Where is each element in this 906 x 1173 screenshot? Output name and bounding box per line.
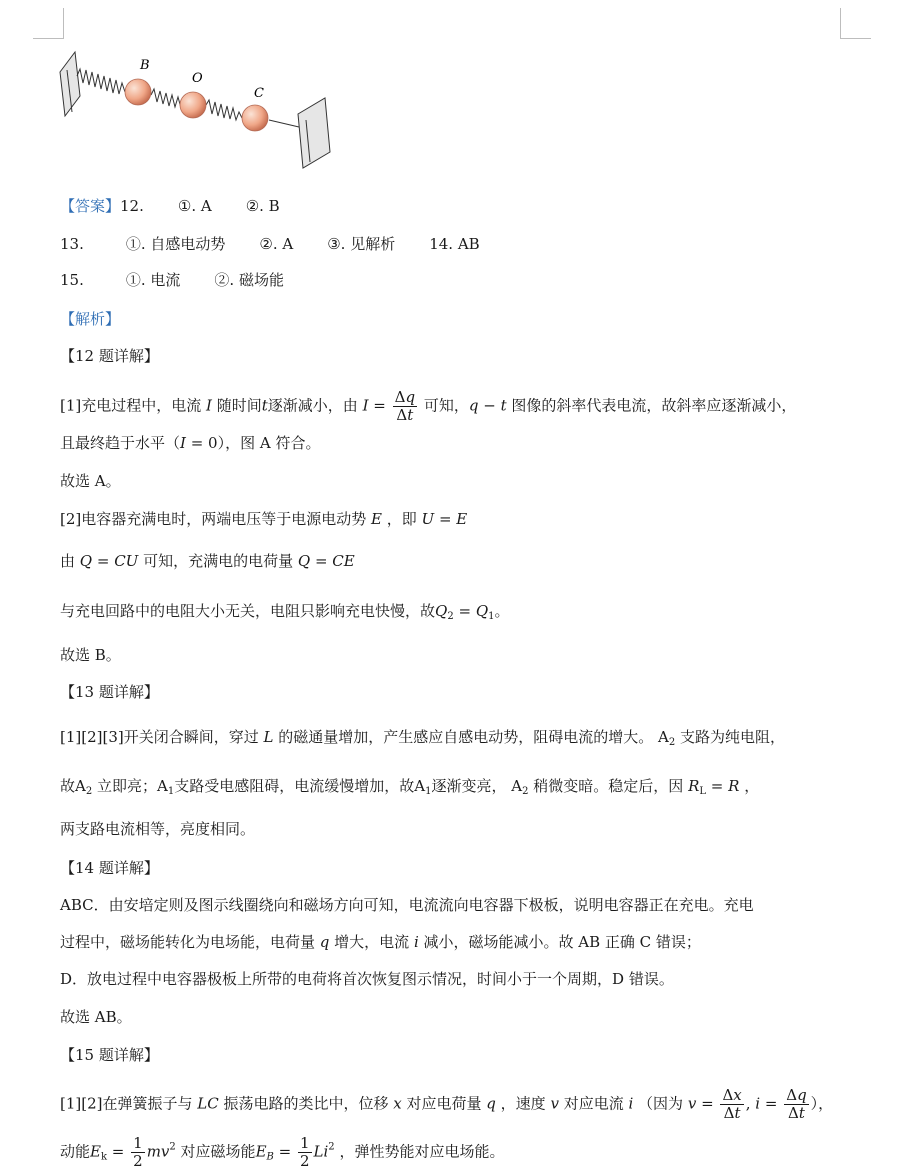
middle-spring [151,89,181,108]
answer-q13-a3: ③. 见解析 [327,235,396,253]
answer-q12-a2: ②. B [245,197,280,215]
answer-line-1 [60,195,280,217]
answer-q13-a1: ①. 自感电动势 [125,235,226,253]
answer-q12-num: 12. [120,197,144,215]
answer-line-2 [60,233,480,255]
crop-mark-top-right [840,8,871,39]
q13-para-1: [1][2][3]开关闭合瞬间，穿过 L 的磁通量增加，产生感应自感电动势，阻碍电流的增大。 $A_2$ 支路为纯电阻， [60,728,786,748]
left-spring [77,69,125,94]
q15-para-2: 动能$E_k$ = $\frac{1}{2}$ $mv^2$ 对应磁场能$E_B$ = $\frac{1}{2}$ Li$^2$ ，弹性势能对应电场能。 [60,1134,505,1170]
answer-q13-num: 13. [60,235,84,253]
q13-para-2: 故$A_2$ 立即亮；$A_1$支路受电感阻碍，电流缓慢增加，故$A_1$逐渐变亮， $A_2$ 稍微变暗。稳定后，因 $R_L = R$ ， [60,777,760,797]
label-c: C [254,86,264,101]
q14-para-4: 故选 AB。 [60,1008,132,1026]
analysis-tag: 【解析】 [60,310,121,328]
answer-q15-num: 15. [60,271,84,289]
right-wall [298,98,330,168]
q12-para-3: 故选 A。 [60,472,121,490]
answer-q13-a2: ②. A [259,235,294,253]
ball-b [125,79,151,105]
q12-para-6: 与充电回路中的电阻大小无关，电阻只影响充电快慢，故$Q_2 = Q_1$。 [60,602,510,622]
right-spring [206,100,242,120]
q12-para-7: 故选 B。 [60,646,121,664]
q12-para-5: 由 Q = CU 可知，充满电的电荷量 Q = CE [60,552,355,570]
answer-tag: 【答案】 [60,197,121,215]
answer-line-3 [60,269,284,291]
q14-para-1: ABC．由安培定则及图示线圈绕向和磁场方向可知，电流流向电容器下极板，说明电容器正在充电。充电 [60,896,754,914]
label-o: O [192,71,203,86]
q15-para-1: [1][2]在弹簧振子与 LC 振荡电路的类比中，位移 x 对应电荷量 q ，速度 v 对应电流 i （因为 v = $\frac{\Delta x}{\Delta t}$ , i = $\frac{\Delta q}{\Delta t}$ ）， [60,1086,834,1122]
q15-heading: 【15 题详解】 [60,1046,159,1064]
q12-para-2: 且最终趋于水平（I = 0），图 A 符合。 [60,434,321,452]
answer-q14: 14. AB [429,235,480,253]
q14-para-2: 过程中，磁场能转化为电场能，电荷量 q 增大，电流 i 减小，磁场能减小。故 AB 正确 C 错误； [60,933,701,951]
q12-heading: 【12 题详解】 [60,347,159,365]
answer-q15-a2: ②. 磁场能 [214,271,284,289]
label-b: B [140,58,150,73]
q14-para-3: D．放电过程中电容器极板上所带的电荷将首次恢复图示情况，时间小于一个周期，D 错误。 [60,970,674,988]
answer-q12-a1: ①. A [177,197,212,215]
answer-q15-a1: ①. 电流 [125,271,181,289]
q13-heading: 【13 题详解】 [60,683,159,701]
spring-oscillator-figure [55,40,345,180]
q13-para-3: 两支路电流相等，亮度相同。 [60,820,256,838]
q12-para-1: [1]充电过程中，电流 I 随时间t逐渐减小，由 I = $\frac{\Delta q}{\Delta t}$ 可知，q − t 图像的斜率代表电流，故斜率应逐渐减小， [60,388,797,424]
q12-para-4: [2]电容器充满电时，两端电压等于电源电动势 E ，即 U = E [60,510,468,528]
crop-mark-top-left [33,8,64,39]
ball-c [242,105,268,131]
left-wall [60,52,80,116]
q14-heading: 【14 题详解】 [60,859,159,877]
ball-o [180,92,206,118]
